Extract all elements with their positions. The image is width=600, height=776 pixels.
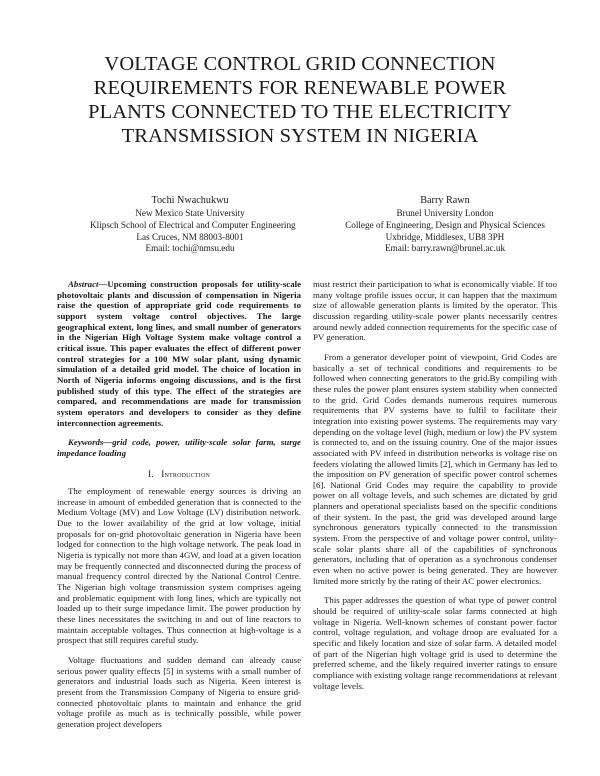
author-department: Klipsch School of Electrical and Computer Engineering	[90, 219, 296, 230]
author-name: Tochi Nwachukwu	[151, 195, 229, 206]
title-line: VOLTAGE CONTROL GRID CONNECTION	[104, 53, 496, 75]
left-column	[57, 279, 301, 730]
author-address: Las Cruces, NM 88003-8001	[136, 231, 244, 242]
abstract	[57, 279, 301, 428]
right-column	[313, 279, 557, 691]
abstract-text: —Upcoming construction proposals for utility-scale photovoltaic plants and discussion of compensation in Nigeria raise the question of appropriate grid code requirements to support system voltage control objectives. The large geographical extent, long lines, and small number of generators in the Nigerian High Voltage System make voltage control a critical issue. This paper evaluates the effect of different power control strategies for a 100 MW solar plant, using dynamic simulation of a detailed grid model. The choice of location in North of Nigeria informs ongoing discussions, and is the first published study of this type. The effect of the strategies are compared, and recommendations are made for transmission system operators and developers to consider as they define interconnection agreements.	[57, 279, 301, 428]
keywords	[57, 437, 301, 458]
author-email: Email: barry.rawn@brunel.ac.uk	[384, 243, 506, 254]
author-affiliation: New Mexico State University	[135, 208, 245, 218]
author-block-1	[90, 194, 296, 255]
keywords-label: Keywords	[68, 437, 104, 448]
author-block-2	[315, 194, 575, 255]
body-paragraph: From a generator developer point of viewpoint, Grid Codes are basically a set of technical conditions and requirements to be followed when connecting generators to the grid.By compiling with these rules the power plant ensures system stability when connected to the grid. Grid Codes demands numerous requires numerous requirements that PV systems have to fulfil to facilitate their integration into existing power systems. The requirements may vary depending on the voltage level (high, medium or low) the PV system is connected to, and on the issuing country. One of the major issues associated with PV infeed in distribution networks is voltage rise on feeders violating the allowed limits [2], which in Germany has led to the imposition on PV generation of specific power control schemes [6]. National Grid Codes may require the capability to provide power on all voltage levels, and such schemes are dictated by grid planners and operational specialists based on the specific conditions of their system. In the past, the grid was developed around large synchronous generators typically connected to the transmission system. From the perspective of and voltage power control, utility-scale solar plants share all of the capabilities of synchronous generators, including that of operation as a synchronous condenser even when no active power is being generated. They are however limited more strictly by the rating of their AC power electronics.	[313, 351, 557, 586]
body-paragraph: must restrict their participation to what is economically viable. If too many voltage profile issues occur, it can happen that the maximum size of allowable generation plants is limited by the operator. This discussion regarding utility-scale power plants necessarily centres around newly added connection requirements for the specific case of PV generation.	[313, 279, 557, 343]
title-line: PLANTS CONNECTED TO THE ELECTRICITY	[88, 101, 512, 123]
title-line: TRANSMISSION SYSTEM IN NIGERIA	[121, 125, 479, 147]
section-number: I.	[147, 468, 154, 479]
author-address: Uxbridge, Middlesex, UB8 3PH	[385, 231, 505, 242]
author-affiliation: Brunel University London	[396, 208, 494, 218]
section-title: Introduction	[161, 468, 211, 479]
body-paragraph: Voltage fluctuations and sudden demand can already cause serious power quality effects [5] in systems with a small number of generators and industrial loads such as Nigeria. Keen interest is present from the Transmission Company of Nigeria to ensure grid-connected photovoltaic plants to maintain and enhance the grid voltage profile as much as is technically possible, while power generation project developers	[57, 655, 301, 729]
author-department: College of Engineering, Design and Physical Sciences	[345, 219, 545, 230]
body-paragraph: The employment of renewable energy sources is driving an increase in amount of embedded generation that is connected to the Medium Voltage (MV) and Low Voltage (LV) distribution network. Due to the lower availability of the grid at low voltage, initial proposals for on-grid photovoltaic generation in Nigeria have been lodged for connection to the high voltage network. The peak load in Nigeria is typically not more than 4GW, and load at a given location may be frequently connected and disconnected during the process of manual frequency control directed by the National Control Centre. The Nigerian high voltage transmission system comprises ageing and problematic equipment with long lines, which are typically not loaded up to their surge impedance limit. The power production by these lines necessitates the switching in and out of line reactors to maintain acceptable voltages. Thus connection at high-voltage is a prospect that still requires careful study.	[57, 486, 301, 646]
body-paragraph: This paper addresses the question of what type of power control should be required of utility-scale solar farms connected at high voltage in Nigeria. Well-known schemes of constant power factor control, voltage regulation, and voltage droop are evaluated for a specific and likely location and size of solar farm. A detailed model of part of the Nigerian high voltage grid is used to determine the preferred scheme, and the likely required inverter ratings to ensure compliance with existing voltage range recommendations at relevant voltage levels.	[313, 595, 557, 691]
keywords-text: —grid code, power, utility-scale solar farm, surge impedance loading	[57, 437, 301, 458]
author-email: Email: tochi@nmsu.edu	[145, 243, 235, 254]
paper-title	[40, 52, 560, 148]
author-name: Barry Rawn	[420, 195, 470, 206]
section-heading	[57, 469, 301, 480]
title-line: REQUIREMENTS FOR RENEWABLE POWER	[93, 77, 507, 99]
abstract-label: Abstract	[68, 279, 99, 289]
